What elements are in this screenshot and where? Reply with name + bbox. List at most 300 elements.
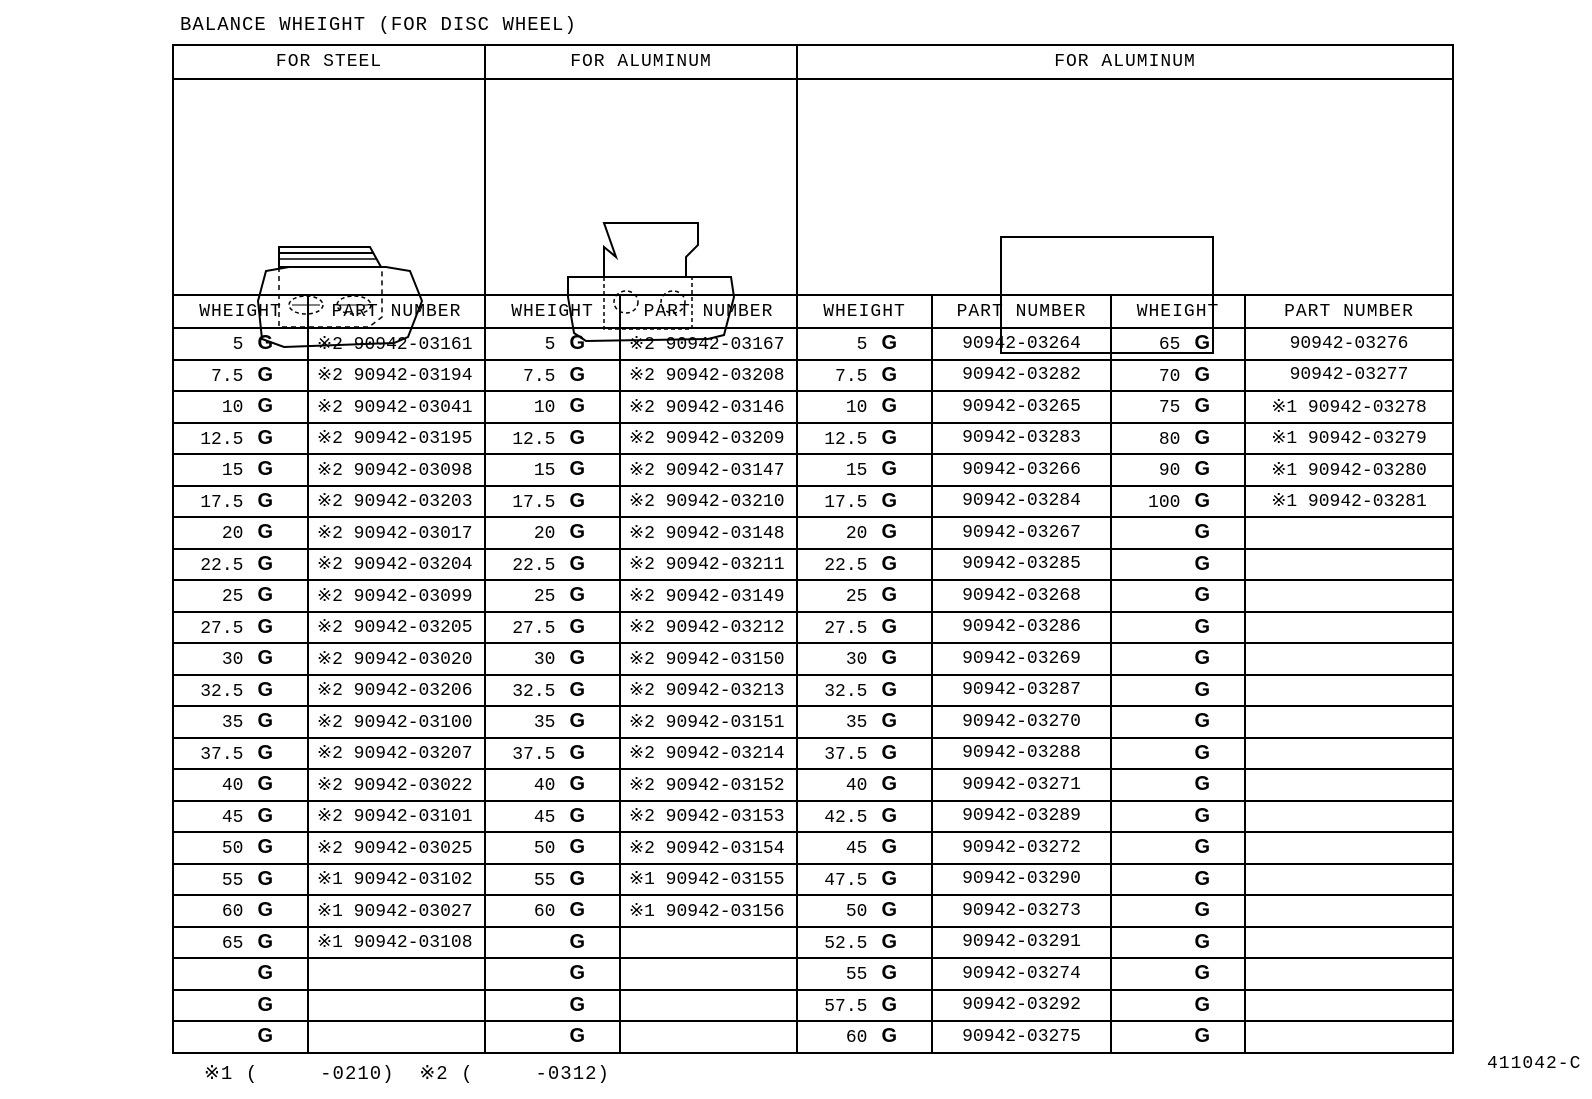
weight-cell [173, 895, 308, 927]
weight-value: 60 [845, 1028, 868, 1049]
part-number-cell: ※2 90942-03154 [620, 832, 797, 864]
weight-unit: G [881, 678, 897, 701]
table-row [173, 738, 1453, 770]
weight-value: 12.5 [824, 429, 868, 450]
part-number-cell: ※2 90942-03025 [308, 832, 485, 864]
part-number-cell: 90942-03288 [932, 738, 1111, 770]
weight-unit: G [881, 993, 897, 1016]
weight-unit: G [569, 836, 585, 859]
weight-unit: G [257, 615, 273, 638]
part-number-cell: ※2 90942-03204 [308, 549, 485, 581]
weight-cell [485, 580, 620, 612]
weight-unit: G [881, 773, 897, 796]
part-number-cell: 90942-03291 [932, 927, 1111, 959]
weight-unit: G [1194, 615, 1210, 638]
weight-unit: G [881, 458, 897, 481]
weight-value: 100 [1148, 492, 1181, 513]
part-number-cell: ※1 90942-03278 [1245, 391, 1453, 423]
weight-value: 55 [533, 870, 556, 891]
part-number-cell [1245, 612, 1453, 644]
weight-value: 12.5 [200, 429, 244, 450]
weight-value: 25 [221, 587, 244, 608]
balance-weight-table [172, 44, 1454, 1054]
weight-unit: G [257, 804, 273, 827]
weight-cell [485, 612, 620, 644]
part-number-cell: ※1 90942-03155 [620, 864, 797, 896]
weight-cell [173, 769, 308, 801]
weight-value: 17.5 [824, 492, 868, 513]
weight-unit: G [1194, 962, 1210, 985]
part-number-cell [620, 1021, 797, 1053]
weight-value: 32.5 [824, 681, 868, 702]
part-number-cell: 90942-03270 [932, 706, 1111, 738]
weight-cell [485, 675, 620, 707]
weight-cell [485, 454, 620, 486]
part-number-cell [1245, 832, 1453, 864]
weight-unit: G [1194, 836, 1210, 859]
weight-cell [1111, 1021, 1245, 1053]
part-number-cell [1245, 706, 1453, 738]
weight-unit: G [1194, 521, 1210, 544]
weight-unit: G [257, 489, 273, 512]
weight-unit: G [257, 773, 273, 796]
weight-value: 10 [845, 398, 868, 419]
part-number-cell: 90942-03264 [932, 328, 1111, 360]
weight-unit: G [569, 867, 585, 890]
weight-unit: G [257, 363, 273, 386]
weight-unit: G [257, 836, 273, 859]
balance-weight-table-sheet [172, 44, 1452, 1076]
part-number-cell: 90942-03290 [932, 864, 1111, 896]
weight-value: 5 [232, 335, 244, 356]
table-row [173, 895, 1453, 927]
weight-cell [1111, 864, 1245, 896]
weight-unit: G [1194, 584, 1210, 607]
table-row [173, 675, 1453, 707]
part-number-cell: 90942-03289 [932, 801, 1111, 833]
weight-value: 10 [221, 398, 244, 419]
weight-cell [1111, 612, 1245, 644]
weight-cell [797, 990, 932, 1022]
part-number-cell: ※2 90942-03208 [620, 360, 797, 392]
weight-value: 25 [533, 587, 556, 608]
weight-cell [797, 801, 932, 833]
weight-cell [485, 1021, 620, 1053]
part-number-cell: 90942-03266 [932, 454, 1111, 486]
weight-unit: G [1194, 804, 1210, 827]
weight-value: 65 [1158, 335, 1181, 356]
weight-unit: G [1194, 458, 1210, 481]
weight-cell [485, 958, 620, 990]
table-row [173, 580, 1453, 612]
part-number-cell: 90942-03269 [932, 643, 1111, 675]
part-number-cell [1245, 990, 1453, 1022]
weight-cell [797, 706, 932, 738]
weight-cell [797, 1021, 932, 1053]
weight-cell [173, 990, 308, 1022]
weight-value: 40 [221, 776, 244, 797]
part-number-cell: ※2 90942-03147 [620, 454, 797, 486]
weight-cell [485, 643, 620, 675]
weight-unit: G [569, 773, 585, 796]
weight-value: 20 [533, 524, 556, 545]
weight-value: 40 [533, 776, 556, 797]
part-number-cell: 90942-03265 [932, 391, 1111, 423]
part-number-cell [308, 990, 485, 1022]
part-number-cell: 90942-03283 [932, 423, 1111, 455]
weight-cell [485, 706, 620, 738]
weight-unit: G [881, 647, 897, 670]
part-number-cell: 90942-03287 [932, 675, 1111, 707]
part-number-cell [1245, 517, 1453, 549]
weight-unit: G [569, 710, 585, 733]
weight-unit: G [569, 521, 585, 544]
page-title: BALANCE WHEIGHT (FOR DISC WHEEL) [180, 14, 577, 36]
weight-cell [485, 801, 620, 833]
weight-unit: G [881, 867, 897, 890]
weight-cell [1111, 927, 1245, 959]
blank-image-placeholder-icon [798, 187, 1454, 401]
part-number-cell: ※2 90942-03146 [620, 391, 797, 423]
weight-cell [1111, 580, 1245, 612]
part-number-cell: ※2 90942-03022 [308, 769, 485, 801]
part-number-cell: ※2 90942-03212 [620, 612, 797, 644]
weight-cell [1111, 990, 1245, 1022]
weight-value: 7.5 [523, 366, 556, 387]
weight-cell [797, 454, 932, 486]
part-number-cell: ※1 90942-03279 [1245, 423, 1453, 455]
weight-unit: G [881, 521, 897, 544]
weight-value: 15 [845, 461, 868, 482]
weight-unit: G [569, 647, 585, 670]
weight-unit: G [257, 552, 273, 575]
weight-unit: G [1194, 773, 1210, 796]
weight-unit: G [569, 962, 585, 985]
part-number-cell [1245, 580, 1453, 612]
part-number-cell: ※2 90942-03148 [620, 517, 797, 549]
col-header-part-number: PART NUMBER [932, 295, 1111, 328]
table-row [173, 486, 1453, 518]
weight-unit: G [881, 426, 897, 449]
weight-unit: G [569, 332, 585, 355]
weight-cell [797, 580, 932, 612]
table-row [173, 990, 1453, 1022]
weight-cell [173, 517, 308, 549]
weight-cell [485, 895, 620, 927]
weight-value: 42.5 [824, 807, 868, 828]
weight-value: 60 [221, 902, 244, 923]
part-number-cell [1245, 927, 1453, 959]
weight-unit: G [569, 678, 585, 701]
part-number-cell [308, 958, 485, 990]
weight-unit: G [881, 741, 897, 764]
weight-cell [1111, 895, 1245, 927]
part-number-cell [620, 990, 797, 1022]
weight-unit: G [1194, 647, 1210, 670]
part-number-cell: ※2 90942-03098 [308, 454, 485, 486]
weight-unit: G [569, 993, 585, 1016]
weight-cell [485, 549, 620, 581]
aluminum-clip-weight-icon [486, 187, 798, 401]
weight-unit: G [257, 458, 273, 481]
weight-unit: G [569, 489, 585, 512]
weight-cell [173, 801, 308, 833]
steel-clip-weight-icon [174, 187, 486, 401]
weight-value: 22.5 [824, 555, 868, 576]
weight-unit: G [881, 930, 897, 953]
weight-value: 10 [533, 398, 556, 419]
weight-cell [173, 643, 308, 675]
weight-cell [797, 864, 932, 896]
part-number-cell [1245, 801, 1453, 833]
part-number-cell: 90942-03268 [932, 580, 1111, 612]
weight-value: 25 [845, 587, 868, 608]
weight-unit: G [881, 962, 897, 985]
weight-value: 65 [221, 933, 244, 954]
weight-value: 30 [845, 650, 868, 671]
part-number-cell: 90942-03284 [932, 486, 1111, 518]
section-for-steel: FOR STEEL [173, 45, 485, 79]
col-header-part-number: PART NUMBER [308, 295, 485, 328]
part-number-cell [1245, 549, 1453, 581]
weight-unit: G [881, 363, 897, 386]
weight-unit: G [881, 804, 897, 827]
weight-unit: G [881, 395, 897, 418]
weight-value: 37.5 [824, 744, 868, 765]
part-number-cell: ※2 90942-03211 [620, 549, 797, 581]
weight-cell [797, 895, 932, 927]
weight-value: 40 [845, 776, 868, 797]
weight-cell [1111, 454, 1245, 486]
part-number-cell: 90942-03275 [932, 1021, 1111, 1053]
weight-cell [485, 769, 620, 801]
weight-value: 80 [1158, 429, 1181, 450]
weight-unit: G [1194, 363, 1210, 386]
weight-unit: G [257, 1025, 273, 1048]
weight-cell [797, 769, 932, 801]
weight-unit: G [1194, 899, 1210, 922]
part-number-cell: 90942-03273 [932, 895, 1111, 927]
part-number-cell: ※2 90942-03161 [308, 328, 485, 360]
part-number-cell: ※2 90942-03150 [620, 643, 797, 675]
weight-unit: G [257, 678, 273, 701]
part-number-cell: 90942-03277 [1245, 360, 1453, 392]
weight-cell [1111, 958, 1245, 990]
table-row [173, 549, 1453, 581]
weight-unit: G [257, 395, 273, 418]
weight-value: 15 [221, 461, 244, 482]
part-number-cell: ※2 90942-03099 [308, 580, 485, 612]
weight-cell [173, 1021, 308, 1053]
part-number-cell: ※2 90942-03041 [308, 391, 485, 423]
weight-unit: G [569, 741, 585, 764]
weight-value: 22.5 [200, 555, 244, 576]
part-number-cell: ※2 90942-03017 [308, 517, 485, 549]
weight-unit: G [257, 584, 273, 607]
weight-cell [173, 454, 308, 486]
weight-value: 20 [221, 524, 244, 545]
part-number-cell: 90942-03285 [932, 549, 1111, 581]
document-code: 411042-C [1487, 1054, 1582, 1074]
part-number-cell [1245, 958, 1453, 990]
part-number-cell: ※2 90942-03214 [620, 738, 797, 770]
weight-cell [1111, 675, 1245, 707]
weight-unit: G [1194, 741, 1210, 764]
weight-cell [173, 580, 308, 612]
weight-cell [797, 423, 932, 455]
part-number-cell: ※2 90942-03153 [620, 801, 797, 833]
weight-unit: G [1194, 395, 1210, 418]
weight-cell [485, 423, 620, 455]
table-row [173, 643, 1453, 675]
weight-cell [1111, 706, 1245, 738]
weight-unit: G [1194, 710, 1210, 733]
weight-cell [1111, 832, 1245, 864]
weight-value: 37.5 [200, 744, 244, 765]
weight-unit: G [257, 930, 273, 953]
section-for-aluminum-adhesive: FOR ALUMINUM [797, 45, 1453, 79]
weight-value: 45 [533, 807, 556, 828]
weight-cell [173, 675, 308, 707]
weight-value: 32.5 [512, 681, 556, 702]
weight-unit: G [1194, 867, 1210, 890]
part-number-cell: ※2 90942-03020 [308, 643, 485, 675]
weight-value: 45 [221, 807, 244, 828]
weight-value: 75 [1158, 398, 1181, 419]
weight-unit: G [881, 1025, 897, 1048]
weight-unit: G [1194, 1025, 1210, 1048]
weight-value: 30 [533, 650, 556, 671]
weight-value: 17.5 [512, 492, 556, 513]
weight-cell [173, 832, 308, 864]
weight-cell [1111, 517, 1245, 549]
part-number-cell [620, 958, 797, 990]
aluminum-clip-weight-illustration-cell [485, 79, 797, 295]
weight-unit: G [569, 899, 585, 922]
weight-value: 27.5 [824, 618, 868, 639]
col-header-weight: WHEIGHT [1111, 295, 1245, 328]
weight-value: 60 [533, 902, 556, 923]
part-number-cell: ※2 90942-03205 [308, 612, 485, 644]
weight-cell [173, 927, 308, 959]
weight-value: 20 [845, 524, 868, 545]
weight-cell [173, 486, 308, 518]
weight-cell [797, 549, 932, 581]
weight-unit: G [569, 426, 585, 449]
part-number-cell [620, 927, 797, 959]
part-number-cell: 90942-03271 [932, 769, 1111, 801]
col-header-weight: WHEIGHT [173, 295, 308, 328]
weight-unit: G [881, 489, 897, 512]
weight-value: 70 [1158, 366, 1181, 387]
part-number-cell: ※2 90942-03194 [308, 360, 485, 392]
weight-unit: G [1194, 678, 1210, 701]
weight-cell [1111, 643, 1245, 675]
part-number-cell: ※2 90942-03100 [308, 706, 485, 738]
part-number-cell: ※2 90942-03152 [620, 769, 797, 801]
part-number-cell [1245, 738, 1453, 770]
weight-unit: G [569, 615, 585, 638]
weight-unit: G [257, 426, 273, 449]
table-row [173, 958, 1453, 990]
col-header-weight: WHEIGHT [797, 295, 932, 328]
weight-cell [173, 423, 308, 455]
weight-cell [1111, 423, 1245, 455]
weight-value: 52.5 [824, 933, 868, 954]
weight-value: 32.5 [200, 681, 244, 702]
weight-unit: G [569, 1025, 585, 1048]
weight-unit: G [1194, 552, 1210, 575]
part-number-cell: ※1 90942-03156 [620, 895, 797, 927]
part-number-cell: ※1 90942-03027 [308, 895, 485, 927]
table-row [173, 832, 1453, 864]
adhesive-weight-illustration-cell [797, 79, 1453, 295]
part-number-cell [1245, 1021, 1453, 1053]
weight-value: 50 [221, 839, 244, 860]
weight-cell [1111, 738, 1245, 770]
weight-value: 22.5 [512, 555, 556, 576]
part-number-cell: ※1 90942-03281 [1245, 486, 1453, 518]
weight-cell [485, 486, 620, 518]
weight-cell [797, 486, 932, 518]
table-row [173, 864, 1453, 896]
table-row [173, 801, 1453, 833]
weight-unit: G [881, 615, 897, 638]
weight-unit: G [569, 930, 585, 953]
weight-cell [173, 958, 308, 990]
weight-unit: G [569, 395, 585, 418]
weight-value: 35 [845, 713, 868, 734]
weight-cell [797, 643, 932, 675]
footnote-legend: ※1 ( -0210) ※2 ( -0312) [204, 1063, 610, 1085]
table-row [173, 612, 1453, 644]
weight-value: 50 [533, 839, 556, 860]
weight-value: 57.5 [824, 996, 868, 1017]
part-number-cell [1245, 643, 1453, 675]
weight-unit: G [881, 710, 897, 733]
part-number-cell: 90942-03286 [932, 612, 1111, 644]
part-number-cell: ※2 90942-03213 [620, 675, 797, 707]
part-number-cell: 90942-03282 [932, 360, 1111, 392]
weight-cell [485, 832, 620, 864]
weight-value: 37.5 [512, 744, 556, 765]
weight-value: 7.5 [835, 366, 868, 387]
weight-value: 35 [221, 713, 244, 734]
weight-value: 55 [221, 870, 244, 891]
table-row [173, 769, 1453, 801]
part-number-cell [1245, 895, 1453, 927]
weight-value: 90 [1158, 461, 1181, 482]
weight-unit: G [881, 552, 897, 575]
weight-cell [1111, 801, 1245, 833]
table-row [173, 517, 1453, 549]
weight-unit: G [257, 647, 273, 670]
weight-value: 27.5 [200, 618, 244, 639]
weight-unit: G [1194, 426, 1210, 449]
part-number-cell: ※2 90942-03167 [620, 328, 797, 360]
table-row [173, 1021, 1453, 1053]
part-number-cell: ※1 90942-03280 [1245, 454, 1453, 486]
weight-unit: G [1194, 489, 1210, 512]
weight-unit: G [569, 804, 585, 827]
part-number-cell [308, 1021, 485, 1053]
weight-cell [173, 549, 308, 581]
part-number-cell: 90942-03292 [932, 990, 1111, 1022]
table-row [173, 423, 1453, 455]
weight-value: 45 [845, 839, 868, 860]
weight-unit: G [1194, 930, 1210, 953]
weight-cell [173, 612, 308, 644]
